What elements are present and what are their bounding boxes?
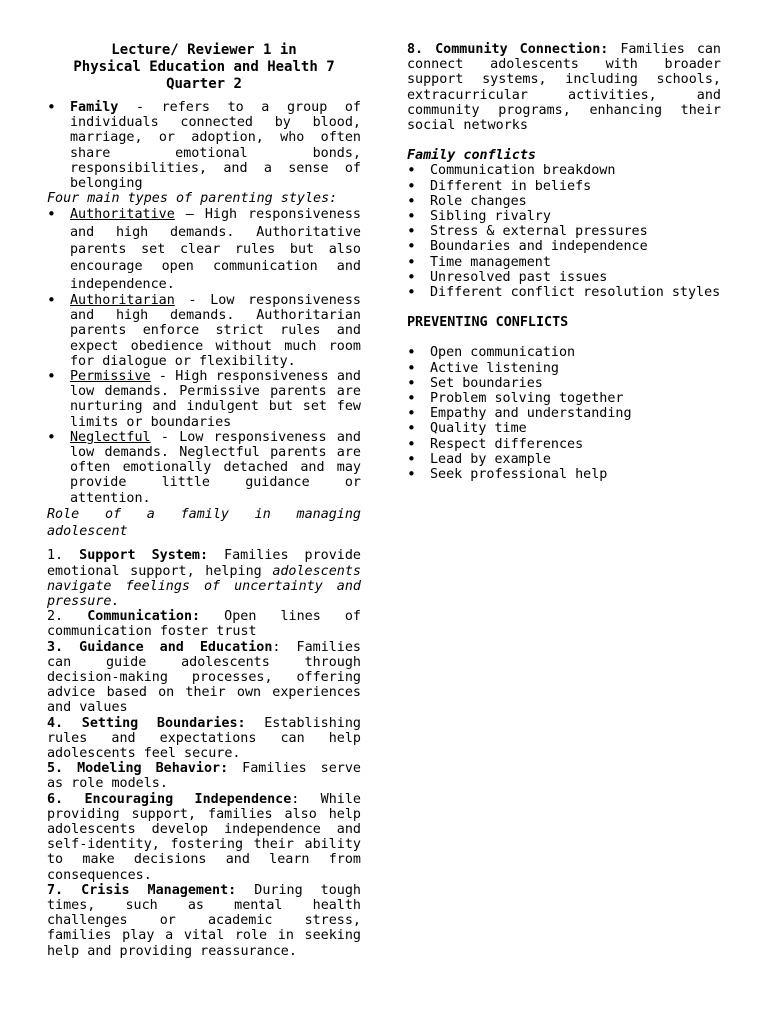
role-item-text: Establishing rules and expectations can help adolescents feel secure.	[47, 715, 361, 761]
role-heading: Role of a family in managing adolescent	[47, 506, 361, 540]
title-line-2: Physical Education and Health 7	[73, 59, 335, 75]
role-item-crisis	[47, 883, 361, 959]
prevention-item: • Set boundaries	[407, 376, 721, 391]
style-name: Permissive	[70, 368, 151, 384]
role-item-text: : While providing support, families also help adolescents develop independence and self-identity, fostering their ability to make decisions and learn from consequences.	[47, 791, 361, 883]
role-item-community	[407, 42, 721, 133]
prevention-item: • Active listening	[407, 361, 721, 376]
role-item-label: 4. Setting Boundaries:	[47, 715, 246, 731]
parenting-style-authoritative	[47, 206, 361, 292]
prevention-item: • Quality time	[407, 421, 721, 436]
role-item-communication: 2. Communication: Open lines of communication foster trust	[47, 609, 361, 640]
title-line-1: Lecture/ Reviewer 1 in	[111, 42, 297, 58]
prevention-item: • Open communication	[407, 345, 721, 360]
role-item-text: Families provide emotional support, helping	[47, 548, 361, 579]
role-item-independence	[47, 792, 361, 883]
parenting-style-permissive	[47, 369, 361, 430]
role-item-guidance	[47, 640, 361, 716]
style-name: Authoritative	[70, 207, 175, 223]
role-item-text: Families serve as role models.	[47, 761, 361, 792]
family-definition-list	[47, 100, 361, 191]
prevention-item: • Seek professional help	[407, 467, 721, 482]
style-name: Authoritarian	[70, 292, 175, 308]
prevention-item: • Respect differences	[407, 437, 721, 452]
preventing-conflicts-heading: PREVENTING CONFLICTS	[407, 315, 569, 331]
role-item-text: Open lines of communication foster trust	[47, 609, 361, 640]
title-line-3: Quarter 2	[166, 76, 242, 92]
style-name: Neglectful	[70, 429, 151, 445]
role-item-modeling	[47, 761, 361, 791]
style-description: – High responsiveness and high demands. Authoritative parents set clear rules but also encourage open communication and independence.	[70, 207, 361, 292]
parenting-styles-heading: Four main types of parenting styles:	[47, 191, 338, 207]
conflict-item: • Different conflict resolution styles	[407, 285, 721, 300]
parenting-style-neglectful	[47, 430, 361, 506]
role-item-label: Communication:	[87, 609, 201, 625]
conflict-item: • Boundaries and independence	[407, 239, 721, 254]
prevention-item: • Lead by example	[407, 452, 721, 467]
role-item-support-system: 1. Support System: Families provide emotional support, helping adolescents navigate feelings of uncertainty and pressure.	[47, 548, 361, 609]
role-item-label: 6. Encouraging Independence	[47, 791, 292, 807]
role-item-label: 3. Guidance and Education	[47, 639, 273, 655]
conflict-item: • Stress & external pressures	[407, 224, 721, 239]
prevention-item: • Empathy and understanding	[407, 406, 721, 421]
style-description: - Low responsiveness and high demands. Authoritarian parents enforce strict rules and expect obedience without much room for dialogue or flexibility.	[70, 292, 361, 369]
role-list	[47, 548, 361, 958]
style-description: - Low responsiveness and low demands. Neglectful parents are often emotionally detached and may provide little guidance or attention.	[70, 429, 361, 506]
role-item-label: Support System:	[79, 548, 209, 564]
parenting-style-authoritarian	[47, 293, 361, 369]
document-title	[47, 42, 361, 93]
family-conflicts-list	[407, 163, 721, 300]
conflict-item: • Communication breakdown	[407, 163, 721, 178]
conflict-item: • Time management	[407, 255, 721, 270]
right-column	[407, 42, 721, 482]
family-definition-text: - refers to a group of individuals connected by blood, marriage, or adoption, who often share emotional bonds, responsibilities, and a sense of belonging	[70, 100, 361, 192]
preventing-conflicts-list	[407, 345, 721, 482]
conflict-item: • Different in beliefs	[407, 179, 721, 194]
conflict-item: • Role changes	[407, 194, 721, 209]
role-item-italic: adolescents navigate feelings of uncertainty and pressure.	[47, 563, 361, 609]
family-term: Family	[70, 100, 119, 115]
left-column	[47, 42, 361, 959]
family-conflicts-heading: Family conflicts	[407, 148, 536, 164]
role-item-text: Families can connect adolescents with broader support systems, including schools, extracurricular activities, and community programs, enhancing their social networks	[407, 42, 721, 134]
role-item-label: 5. Modeling Behavior:	[47, 761, 229, 777]
role-item-boundaries	[47, 716, 361, 762]
role-item-label: 8. Community Connection:	[407, 42, 609, 57]
role-item-label: 7. Crisis Management:	[47, 882, 237, 898]
family-definition	[47, 100, 361, 191]
conflict-item: • Unresolved past issues	[407, 270, 721, 285]
style-description: - High responsiveness and low demands. Permissive parents are nurturing and indulgent but set few limits or boundaries	[70, 368, 361, 430]
role-item-text: During tough times, such as mental health challenges or academic stress, families play a vital role in seeking help and providing reassurance.	[47, 882, 361, 959]
prevention-item: • Problem solving together	[407, 391, 721, 406]
conflict-item: • Sibling rivalry	[407, 209, 721, 224]
role-item-text: : Families can guide adolescents through decision-making processes, offering advice based on their own experiences and values	[47, 639, 361, 716]
parenting-styles-list	[47, 206, 361, 505]
